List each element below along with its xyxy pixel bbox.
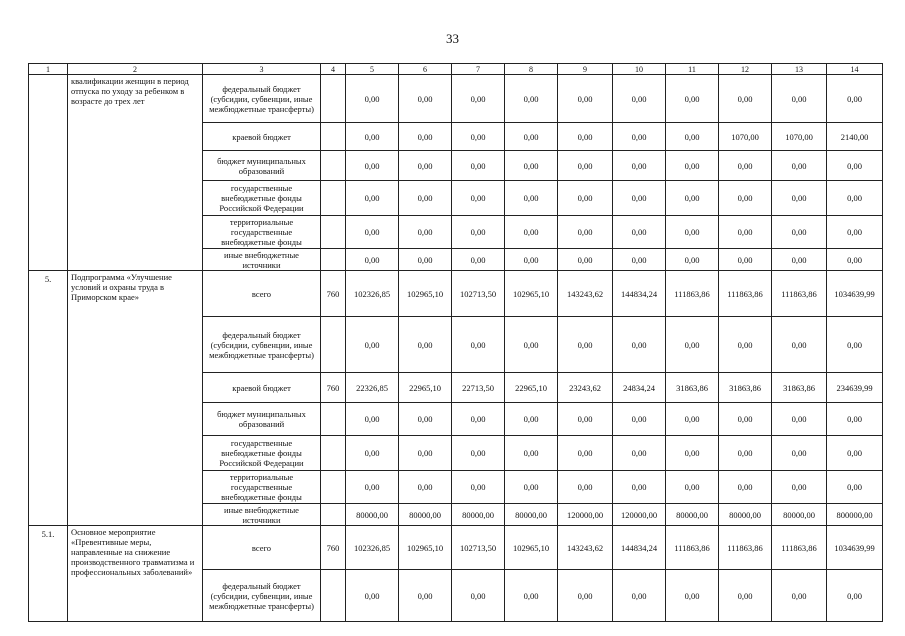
value-cell: 0,00: [399, 216, 452, 249]
value-cell: 0,00: [558, 216, 613, 249]
value-cell: 0,00: [505, 123, 558, 151]
value-cell: 0,00: [719, 249, 772, 271]
value-cell: 0,00: [399, 570, 452, 622]
header-cell: 2: [68, 64, 203, 75]
value-cell: 102713,50: [452, 526, 505, 570]
value-cell: 0,00: [505, 151, 558, 181]
value-cell: 0,00: [772, 151, 827, 181]
value-cell: 0,00: [827, 570, 883, 622]
budget-code: [321, 75, 346, 123]
value-cell: 0,00: [346, 216, 399, 249]
value-cell: 102965,10: [505, 271, 558, 317]
value-cell: 0,00: [613, 151, 666, 181]
value-cell: 0,00: [558, 151, 613, 181]
value-cell: 0,00: [613, 181, 666, 216]
value-cell: 0,00: [772, 436, 827, 471]
value-cell: 0,00: [827, 151, 883, 181]
value-cell: 0,00: [719, 75, 772, 123]
value-cell: 0,00: [666, 151, 719, 181]
value-cell: 0,00: [558, 471, 613, 504]
value-cell: 0,00: [346, 181, 399, 216]
value-cell: 0,00: [558, 123, 613, 151]
value-cell: 0,00: [666, 249, 719, 271]
value-cell: 0,00: [558, 75, 613, 123]
header-cell: 5: [346, 64, 399, 75]
budget-code: [321, 471, 346, 504]
value-cell: 111863,86: [666, 526, 719, 570]
value-cell: 0,00: [505, 471, 558, 504]
value-cell: 1070,00: [772, 123, 827, 151]
value-cell: 111863,86: [719, 271, 772, 317]
value-cell: 0,00: [558, 570, 613, 622]
value-cell: 0,00: [452, 151, 505, 181]
value-cell: 143243,62: [558, 271, 613, 317]
page-number: 33: [446, 31, 459, 46]
value-cell: 0,00: [827, 471, 883, 504]
value-cell: 1034639,99: [827, 526, 883, 570]
budget-code: [321, 436, 346, 471]
value-cell: 80000,00: [772, 504, 827, 526]
value-cell: 0,00: [452, 75, 505, 123]
value-cell: 111863,86: [719, 526, 772, 570]
value-cell: 22713,50: [452, 373, 505, 403]
value-cell: 0,00: [827, 436, 883, 471]
header-cell: 13: [772, 64, 827, 75]
value-cell: 0,00: [666, 436, 719, 471]
value-cell: 0,00: [666, 570, 719, 622]
header-cell: 14: [827, 64, 883, 75]
value-cell: 0,00: [772, 403, 827, 436]
header-row: [29, 64, 883, 75]
budget-code: 760: [321, 373, 346, 403]
value-cell: 102965,10: [399, 526, 452, 570]
value-cell: 0,00: [346, 317, 399, 373]
header-cell: 4: [321, 64, 346, 75]
value-cell: 0,00: [505, 181, 558, 216]
table-row: [29, 75, 883, 123]
value-cell: 0,00: [827, 216, 883, 249]
value-cell: 0,00: [452, 216, 505, 249]
value-cell: 0,00: [399, 123, 452, 151]
value-cell: 0,00: [719, 570, 772, 622]
value-cell: 1070,00: [719, 123, 772, 151]
value-cell: 0,00: [346, 75, 399, 123]
funding-source: государственные внебюджетные фонды Российской Федерации: [203, 181, 321, 216]
value-cell: 0,00: [399, 436, 452, 471]
budget-code: 760: [321, 271, 346, 317]
budget-code: [321, 151, 346, 181]
value-cell: 0,00: [452, 123, 505, 151]
value-cell: 0,00: [827, 317, 883, 373]
funding-source: территориальные государственные внебюджетные фонды: [203, 216, 321, 249]
value-cell: 111863,86: [666, 271, 719, 317]
value-cell: 0,00: [827, 403, 883, 436]
value-cell: 120000,00: [613, 504, 666, 526]
value-cell: 111863,86: [772, 271, 827, 317]
budget-code: 760: [321, 526, 346, 570]
item-number: [29, 75, 68, 271]
value-cell: 0,00: [399, 181, 452, 216]
item-number: 5.: [29, 271, 68, 526]
value-cell: 111863,86: [772, 526, 827, 570]
value-cell: 0,00: [505, 570, 558, 622]
value-cell: 0,00: [452, 249, 505, 271]
value-cell: 22965,10: [399, 373, 452, 403]
value-cell: 0,00: [399, 317, 452, 373]
value-cell: 0,00: [505, 436, 558, 471]
value-cell: 31863,86: [772, 373, 827, 403]
item-number: 5.1.: [29, 526, 68, 622]
value-cell: 0,00: [666, 471, 719, 504]
value-cell: 0,00: [827, 181, 883, 216]
value-cell: 0,00: [505, 317, 558, 373]
header-cell: 12: [719, 64, 772, 75]
budget-code: [321, 216, 346, 249]
value-cell: 0,00: [772, 181, 827, 216]
value-cell: 0,00: [772, 570, 827, 622]
funding-source: федеральный бюджет (субсидии, субвенции, иные межбюджетные трансферты): [203, 75, 321, 123]
value-cell: 0,00: [346, 471, 399, 504]
header-cell: 10: [613, 64, 666, 75]
value-cell: 22326,85: [346, 373, 399, 403]
value-cell: 0,00: [346, 403, 399, 436]
header-cell: 1: [29, 64, 68, 75]
value-cell: 120000,00: [558, 504, 613, 526]
value-cell: 0,00: [772, 216, 827, 249]
value-cell: 80000,00: [719, 504, 772, 526]
value-cell: 0,00: [346, 570, 399, 622]
value-cell: 102326,85: [346, 526, 399, 570]
value-cell: 0,00: [452, 403, 505, 436]
value-cell: 80000,00: [505, 504, 558, 526]
value-cell: 0,00: [719, 317, 772, 373]
value-cell: 0,00: [719, 471, 772, 504]
funding-source: всего: [203, 271, 321, 317]
value-cell: 22965,10: [505, 373, 558, 403]
funding-source: бюджет муниципальных образований: [203, 151, 321, 181]
value-cell: 144834,24: [613, 526, 666, 570]
value-cell: 0,00: [613, 436, 666, 471]
value-cell: 0,00: [666, 403, 719, 436]
item-name: Подпрограмма «Улучшение условий и охраны труда в Приморском крае»: [68, 271, 203, 526]
funding-source: территориальные государственные внебюджетные фонды: [203, 471, 321, 504]
value-cell: 800000,00: [827, 504, 883, 526]
value-cell: 23243,62: [558, 373, 613, 403]
value-cell: 144834,24: [613, 271, 666, 317]
value-cell: 0,00: [827, 75, 883, 123]
value-cell: 0,00: [399, 249, 452, 271]
funding-source: федеральный бюджет (субсидии, субвенции, иные межбюджетные трансферты): [203, 317, 321, 373]
item-name: Основное мероприятие «Превентивные меры, направленные на снижение производственного травматизма и профессиональных заболеваний»: [68, 526, 203, 622]
value-cell: 0,00: [613, 317, 666, 373]
value-cell: 0,00: [613, 403, 666, 436]
value-cell: 0,00: [719, 216, 772, 249]
value-cell: 0,00: [772, 317, 827, 373]
value-cell: 0,00: [505, 249, 558, 271]
value-cell: 143243,62: [558, 526, 613, 570]
budget-code: [321, 181, 346, 216]
funding-source: всего: [203, 526, 321, 570]
header-cell: 11: [666, 64, 719, 75]
value-cell: 0,00: [613, 75, 666, 123]
budget-code: [321, 570, 346, 622]
value-cell: 31863,86: [719, 373, 772, 403]
value-cell: 24834,24: [613, 373, 666, 403]
value-cell: 0,00: [613, 570, 666, 622]
value-cell: 0,00: [613, 216, 666, 249]
header-cell: 3: [203, 64, 321, 75]
value-cell: 0,00: [666, 75, 719, 123]
value-cell: 0,00: [719, 151, 772, 181]
budget-code: [321, 317, 346, 373]
funding-source: иные внебюджетные источники: [203, 249, 321, 271]
funding-source: федеральный бюджет (субсидии, субвенции, иные межбюджетные трансферты): [203, 570, 321, 622]
header-cell: 9: [558, 64, 613, 75]
value-cell: 0,00: [666, 123, 719, 151]
value-cell: 234639,99: [827, 373, 883, 403]
value-cell: 0,00: [399, 471, 452, 504]
value-cell: 0,00: [558, 249, 613, 271]
value-cell: 80000,00: [346, 504, 399, 526]
value-cell: 0,00: [666, 317, 719, 373]
budget-code: [321, 504, 346, 526]
value-cell: 0,00: [346, 151, 399, 181]
header-cell: 6: [399, 64, 452, 75]
value-cell: 2140,00: [827, 123, 883, 151]
value-cell: 0,00: [346, 123, 399, 151]
item-name: квалификации женщин в период отпуска по уходу за ребенком в возрасте до трех лет: [68, 75, 203, 271]
funding-source: краевой бюджет: [203, 373, 321, 403]
value-cell: 0,00: [666, 181, 719, 216]
value-cell: 0,00: [452, 317, 505, 373]
value-cell: 0,00: [558, 436, 613, 471]
value-cell: 102965,10: [399, 271, 452, 317]
value-cell: 0,00: [452, 570, 505, 622]
funding-source: государственные внебюджетные фонды Российской Федерации: [203, 436, 321, 471]
value-cell: 0,00: [505, 403, 558, 436]
value-cell: 0,00: [558, 181, 613, 216]
value-cell: 102713,50: [452, 271, 505, 317]
value-cell: 80000,00: [452, 504, 505, 526]
value-cell: 31863,86: [666, 373, 719, 403]
value-cell: 1034639,99: [827, 271, 883, 317]
value-cell: 0,00: [346, 436, 399, 471]
value-cell: 0,00: [399, 151, 452, 181]
funding-source: бюджет муниципальных образований: [203, 403, 321, 436]
value-cell: 0,00: [505, 216, 558, 249]
header-cell: 8: [505, 64, 558, 75]
value-cell: 0,00: [719, 436, 772, 471]
value-cell: 102326,85: [346, 271, 399, 317]
value-cell: 0,00: [558, 403, 613, 436]
funding-source: краевой бюджет: [203, 123, 321, 151]
value-cell: 0,00: [772, 75, 827, 123]
value-cell: 0,00: [452, 471, 505, 504]
value-cell: 0,00: [719, 403, 772, 436]
table-row: [29, 526, 883, 570]
funding-source: иные внебюджетные источники: [203, 504, 321, 526]
value-cell: 0,00: [772, 471, 827, 504]
value-cell: 102965,10: [505, 526, 558, 570]
value-cell: 0,00: [666, 216, 719, 249]
budget-code: [321, 249, 346, 271]
value-cell: 0,00: [346, 249, 399, 271]
table-row: [29, 271, 883, 317]
value-cell: 0,00: [613, 249, 666, 271]
value-cell: 0,00: [452, 436, 505, 471]
value-cell: 0,00: [399, 403, 452, 436]
value-cell: 0,00: [613, 471, 666, 504]
value-cell: 80000,00: [399, 504, 452, 526]
budget-code: [321, 403, 346, 436]
header-cell: 7: [452, 64, 505, 75]
value-cell: 80000,00: [666, 504, 719, 526]
value-cell: 0,00: [719, 181, 772, 216]
value-cell: 0,00: [505, 75, 558, 123]
budget-code: [321, 123, 346, 151]
budget-table: [28, 63, 883, 622]
value-cell: 0,00: [827, 249, 883, 271]
value-cell: 0,00: [772, 249, 827, 271]
value-cell: 0,00: [613, 123, 666, 151]
value-cell: 0,00: [558, 317, 613, 373]
value-cell: 0,00: [399, 75, 452, 123]
value-cell: 0,00: [452, 181, 505, 216]
